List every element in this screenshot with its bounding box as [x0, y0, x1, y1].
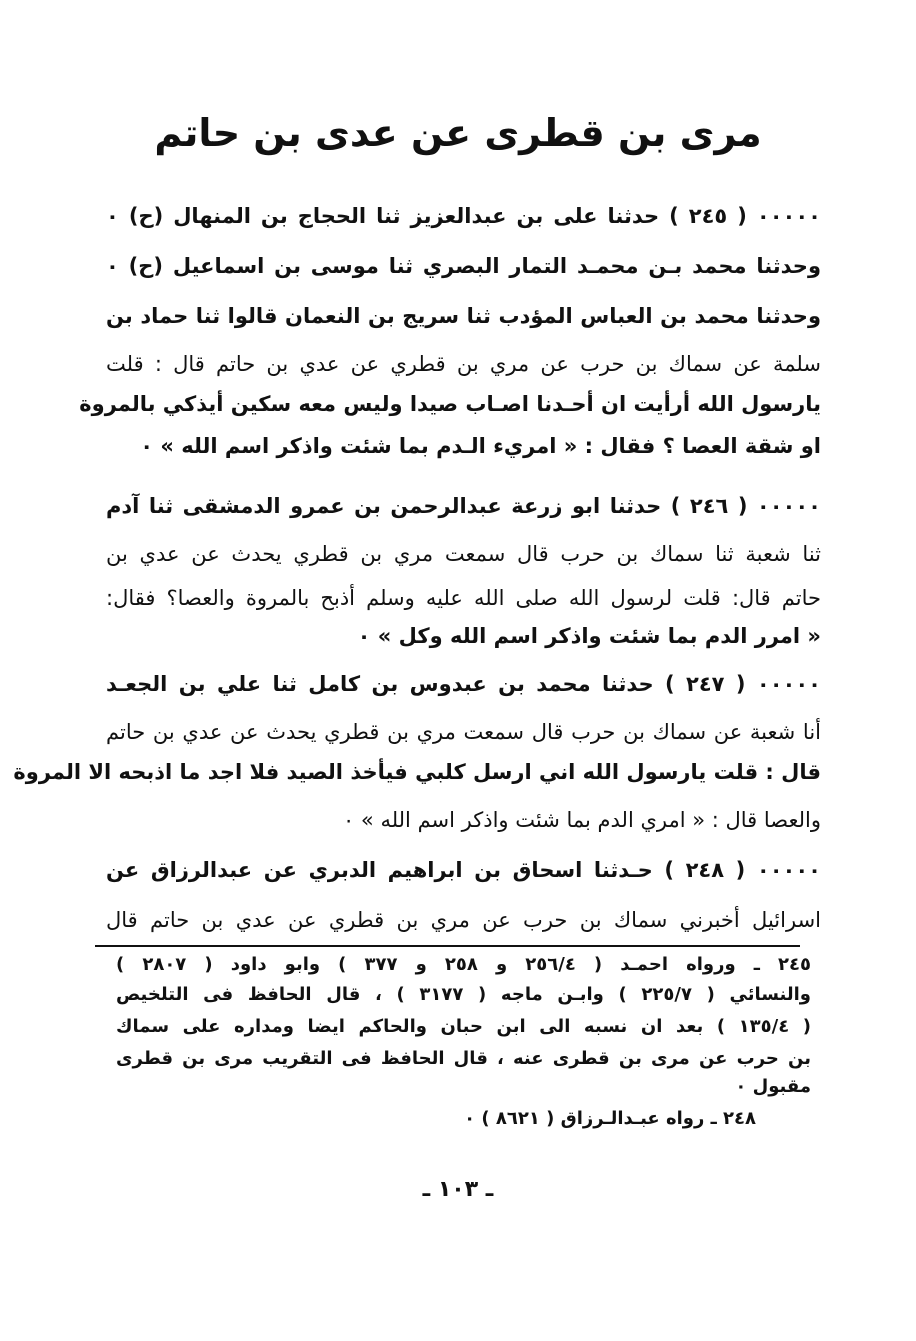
body-line-5: يارسول الله أرأيت ان أحـدنا اصـاب صيدا وليس معه سكين أيذكي بالمروة: [79, 392, 821, 416]
body-line-13: قال : قلت يارسول الله اني ارسل كلبي فيأخذ الصيد فلا اجد ما اذبحه الا المروة: [13, 760, 821, 784]
footnote-divider: [95, 945, 800, 947]
body-line-4: سلمة عن سماك بن حرب عن مري بن قطري عن عدي بن حاتم قال : قلت: [106, 352, 821, 376]
footnote-line-1: ٢٤٥ ـ ورواه احمـد ( ٢٥٦/٤ و ٢٥٨ و ٣٧٧ ) وابو داود ( ٢٨٠٧ ): [116, 954, 811, 975]
body-line-9: حاتم قال: قلت لرسول الله صلى الله عليه وسلم أذبح بالمروة والعصا؟ فقال:: [106, 586, 821, 610]
body-line-2: وحدثنا محمد بـن محمـد التمار البصري ثنا موسى بن اسماعيل (ح) ٠: [106, 254, 821, 278]
footnote-line-5: مقبول ٠: [735, 1076, 811, 1097]
body-line-3: وحدثنا محمد بن العباس المؤدب ثنا سريج بن النعمان قالوا ثنا حماد بن: [106, 304, 821, 328]
hadith-246-header: ٠٠٠٠٠ ( ٢٤٦ ) حدثنا ابو زرعة عبدالرحمن بن عمرو الدمشقى ثنا آدم: [106, 494, 821, 518]
body-line-10: « امرر الدم بما شئت واذكر اسم الله وكل » ٠: [357, 624, 821, 648]
footnote-line-3: ( ١٣٥/٤ ) بعد ان نسبه الى ابن حبان والحاكم ايضا ومداره على سماك: [116, 1016, 811, 1037]
footnote-line-2: والنسائي ( ٢٢٥/٧ ) وابـن ماجه ( ٣١٧٧ ) ، قال الحافظ فى التلخيص: [116, 984, 811, 1005]
hadith-245-header: ٠٠٠٠٠ ( ٢٤٥ ) حدثنا على بن عبدالعزيز ثنا الحجاج بن المنهال (ح) ٠: [106, 204, 821, 228]
footnote-line-4: بن حرب عن مرى بن قطرى عنه ، قال الحافظ فى التقريب مرى بن قطرى: [116, 1048, 811, 1069]
body-line-8: ثنا شعبة ثنا سماك بن حرب قال سمعت مري بن قطري يحدث عن عدي بن: [106, 542, 821, 566]
body-line-6: او شقة العصا ؟ فقال : « امريء الـدم بما شئت واذكر اسم الله » ٠: [140, 434, 821, 458]
page-number: ـ ١٠٣ ـ: [422, 1177, 494, 1202]
body-line-12: أنا شعبة عن سماك بن حرب قال سمعت مري بن قطري يحدث عن عدي بن حاتم: [106, 720, 821, 744]
footnote-line-6: ٢٤٨ ـ رواه عبـدالـرزاق ( ٨٦٢١ ) ٠: [464, 1108, 756, 1129]
chapter-title: مرى بن قطرى عن عدى بن حاتم: [154, 111, 762, 155]
body-line-16: اسرائيل أخبرني سماك بن حرب عن مري بن قطري عن عدي بن حاتم قال: [106, 908, 821, 932]
body-line-14: والعصا قال : « امري الدم بما شئت واذكر اسم الله » ٠: [342, 808, 821, 832]
hadith-248-header: ٠٠٠٠٠ ( ٢٤٨ ) حـدثنا اسحاق بن ابراهيم الدبري عن عبدالرزاق عن: [106, 858, 821, 882]
hadith-247-header: ٠٠٠٠٠ ( ٢٤٧ ) حدثنا محمد بن عبدوس بن كامل ثنا علي بن الجعـد: [106, 672, 821, 696]
